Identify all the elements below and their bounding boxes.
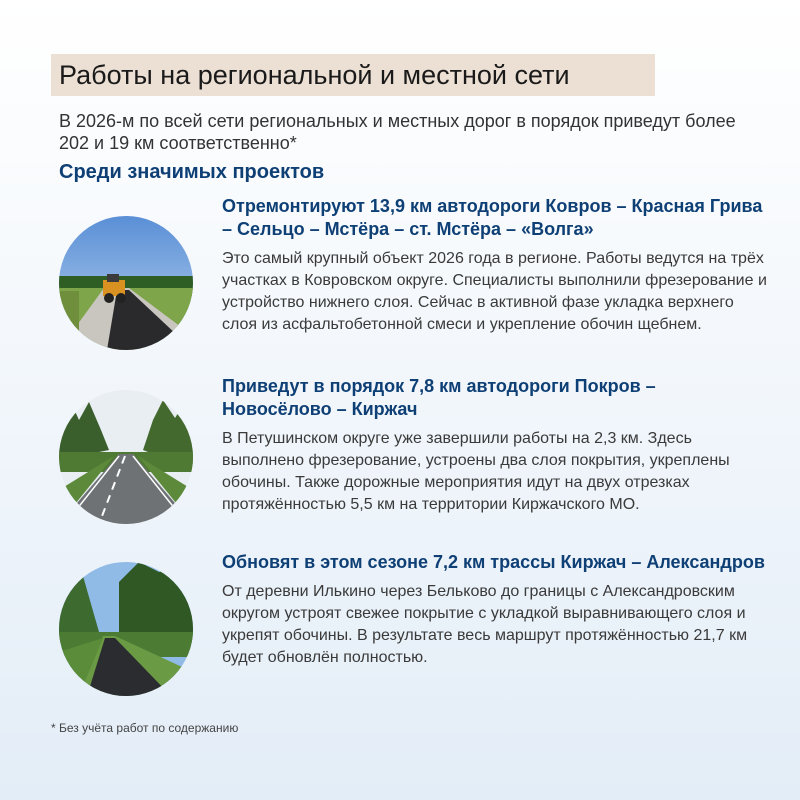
project-1-title: Отремонтируют 13,9 км автодороги Ковров – Красная Грива – Сельцо – Мстёра – ст. Мстёра – «Волга» xyxy=(222,196,763,239)
page-subtitle: В 2026-м по всей сети региональных и местных дорог в порядок приведут более 202 и 19 км соответственно* xyxy=(59,111,736,153)
project-2-text: В Петушинском округе уже завершили работы на 2,3 км. Здесь выполнено фрезерование, устроены два слоя покрытия, укреплены обочины. Также дорожные мероприятия идут на двух отрезках протяжённостью 5,5 км на территории Киржачского МО. xyxy=(222,430,730,513)
forest-road-photo xyxy=(59,562,193,696)
finished-road-photo xyxy=(59,390,193,524)
project-2-title: Приведут в порядок 7,8 км автодороги Покров – Новосёлово – Киржач xyxy=(222,376,656,419)
project-3-title: Обновят в этом сезоне 7,2 км трассы Киржач – Александров xyxy=(222,552,765,572)
project-3 xyxy=(222,551,767,669)
footnote: * Без учёта работ по содержанию xyxy=(51,721,239,735)
page-title: Работы на региональной и местной сети xyxy=(59,60,570,90)
project-1-text: Это самый крупный объект 2026 года в регионе. Работы ведутся на трёх участках в Ковровском округе. Специалисты выполнили фрезерование и устройство нижнего слоя. Сейчас в активной фазе укладка верхнего слоя из асфальтобетонной смеси и укрепление обочин щебнем. xyxy=(222,250,767,333)
project-2 xyxy=(222,375,767,516)
road-paving-photo xyxy=(59,216,193,350)
section-heading: Среди значимых проектов xyxy=(59,161,325,183)
project-3-text: От деревни Илькино через Бельково до границы с Александровским округом устроят свежее покрытие с укладкой выравнивающего слоя и укрепят обочины. В результате весь маршрут протяжённостью 21,7 км будет обновлён полностью. xyxy=(222,583,748,666)
project-1 xyxy=(222,195,767,336)
